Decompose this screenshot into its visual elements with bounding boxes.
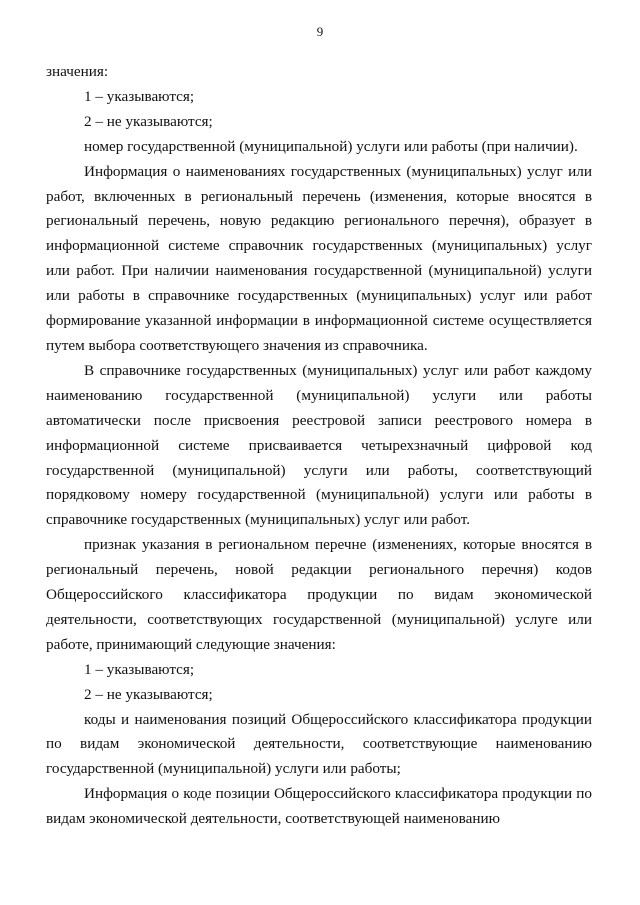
page-number: 9 [316,24,324,39]
list-item-option-1-second: 1 – указываются; [84,660,195,678]
paragraph-okpd-codes: коды и наименования позиций Общероссийского классификатора продукции по видам экономической деятельности, соответствующие наименованию государственной (муниципальной) услуги или работы; [46,710,592,778]
paragraph-okpd-code-info: Информация о коде позиции Общероссийского классификатора продукции по видам экономической деятельности, соответствующей наименованию [46,785,592,828]
paragraph-service-names-info: Информация о наименованиях государственных (муниципальных) услуг или работ, включенных в региональный перечень (изменения, которые вносятся в региональный перечень, новую редакцию регионального перечня), образует в информационной системе справочник государственных (муниципальных) услуг или работ. При наличии наименования государственной (муниципальной) услуги или работы в справочнике государственных (муниципальных) услуг или работ формирование указанной информации в информационной системе осуществляется путем выбора соответствующего значения из справочника. [46,162,592,354]
list-item-option-2-second: 2 – не указываются; [84,685,213,703]
list-item-option-1: 1 – указываются; [84,87,195,105]
document-body [46,60,592,832]
paragraph-service-code: В справочнике государственных (муниципальных) услуг или работ каждому наименованию государственной (муниципальной) услуги или работы автоматически после присвоения реестровой записи реестрового номера в информационной системе присваивается четырехзначный цифровой код государственной (муниципальной) услуги или работы, соответствующий порядковому номеру государственной (муниципальной) услуги или работы в справочнике государственных (муниципальных) услуг или работ. [46,361,592,529]
paragraph-service-number: номер государственной (муниципальной) услуги или работы (при наличии). [84,137,578,155]
paragraph-okpd-indication: признак указания в региональном перечне (изменениях, которые вносятся в региональный перечень, новой редакции регионального перечня) кодов Общероссийского классификатора продукции по видам экономической деятельности, соответствующих государственной (муниципальной) услуге или работе, принимающий следующие значения: [46,536,592,653]
paragraph-values-continued: значения: [46,63,109,80]
list-item-option-2: 2 – не указываются; [84,112,213,130]
